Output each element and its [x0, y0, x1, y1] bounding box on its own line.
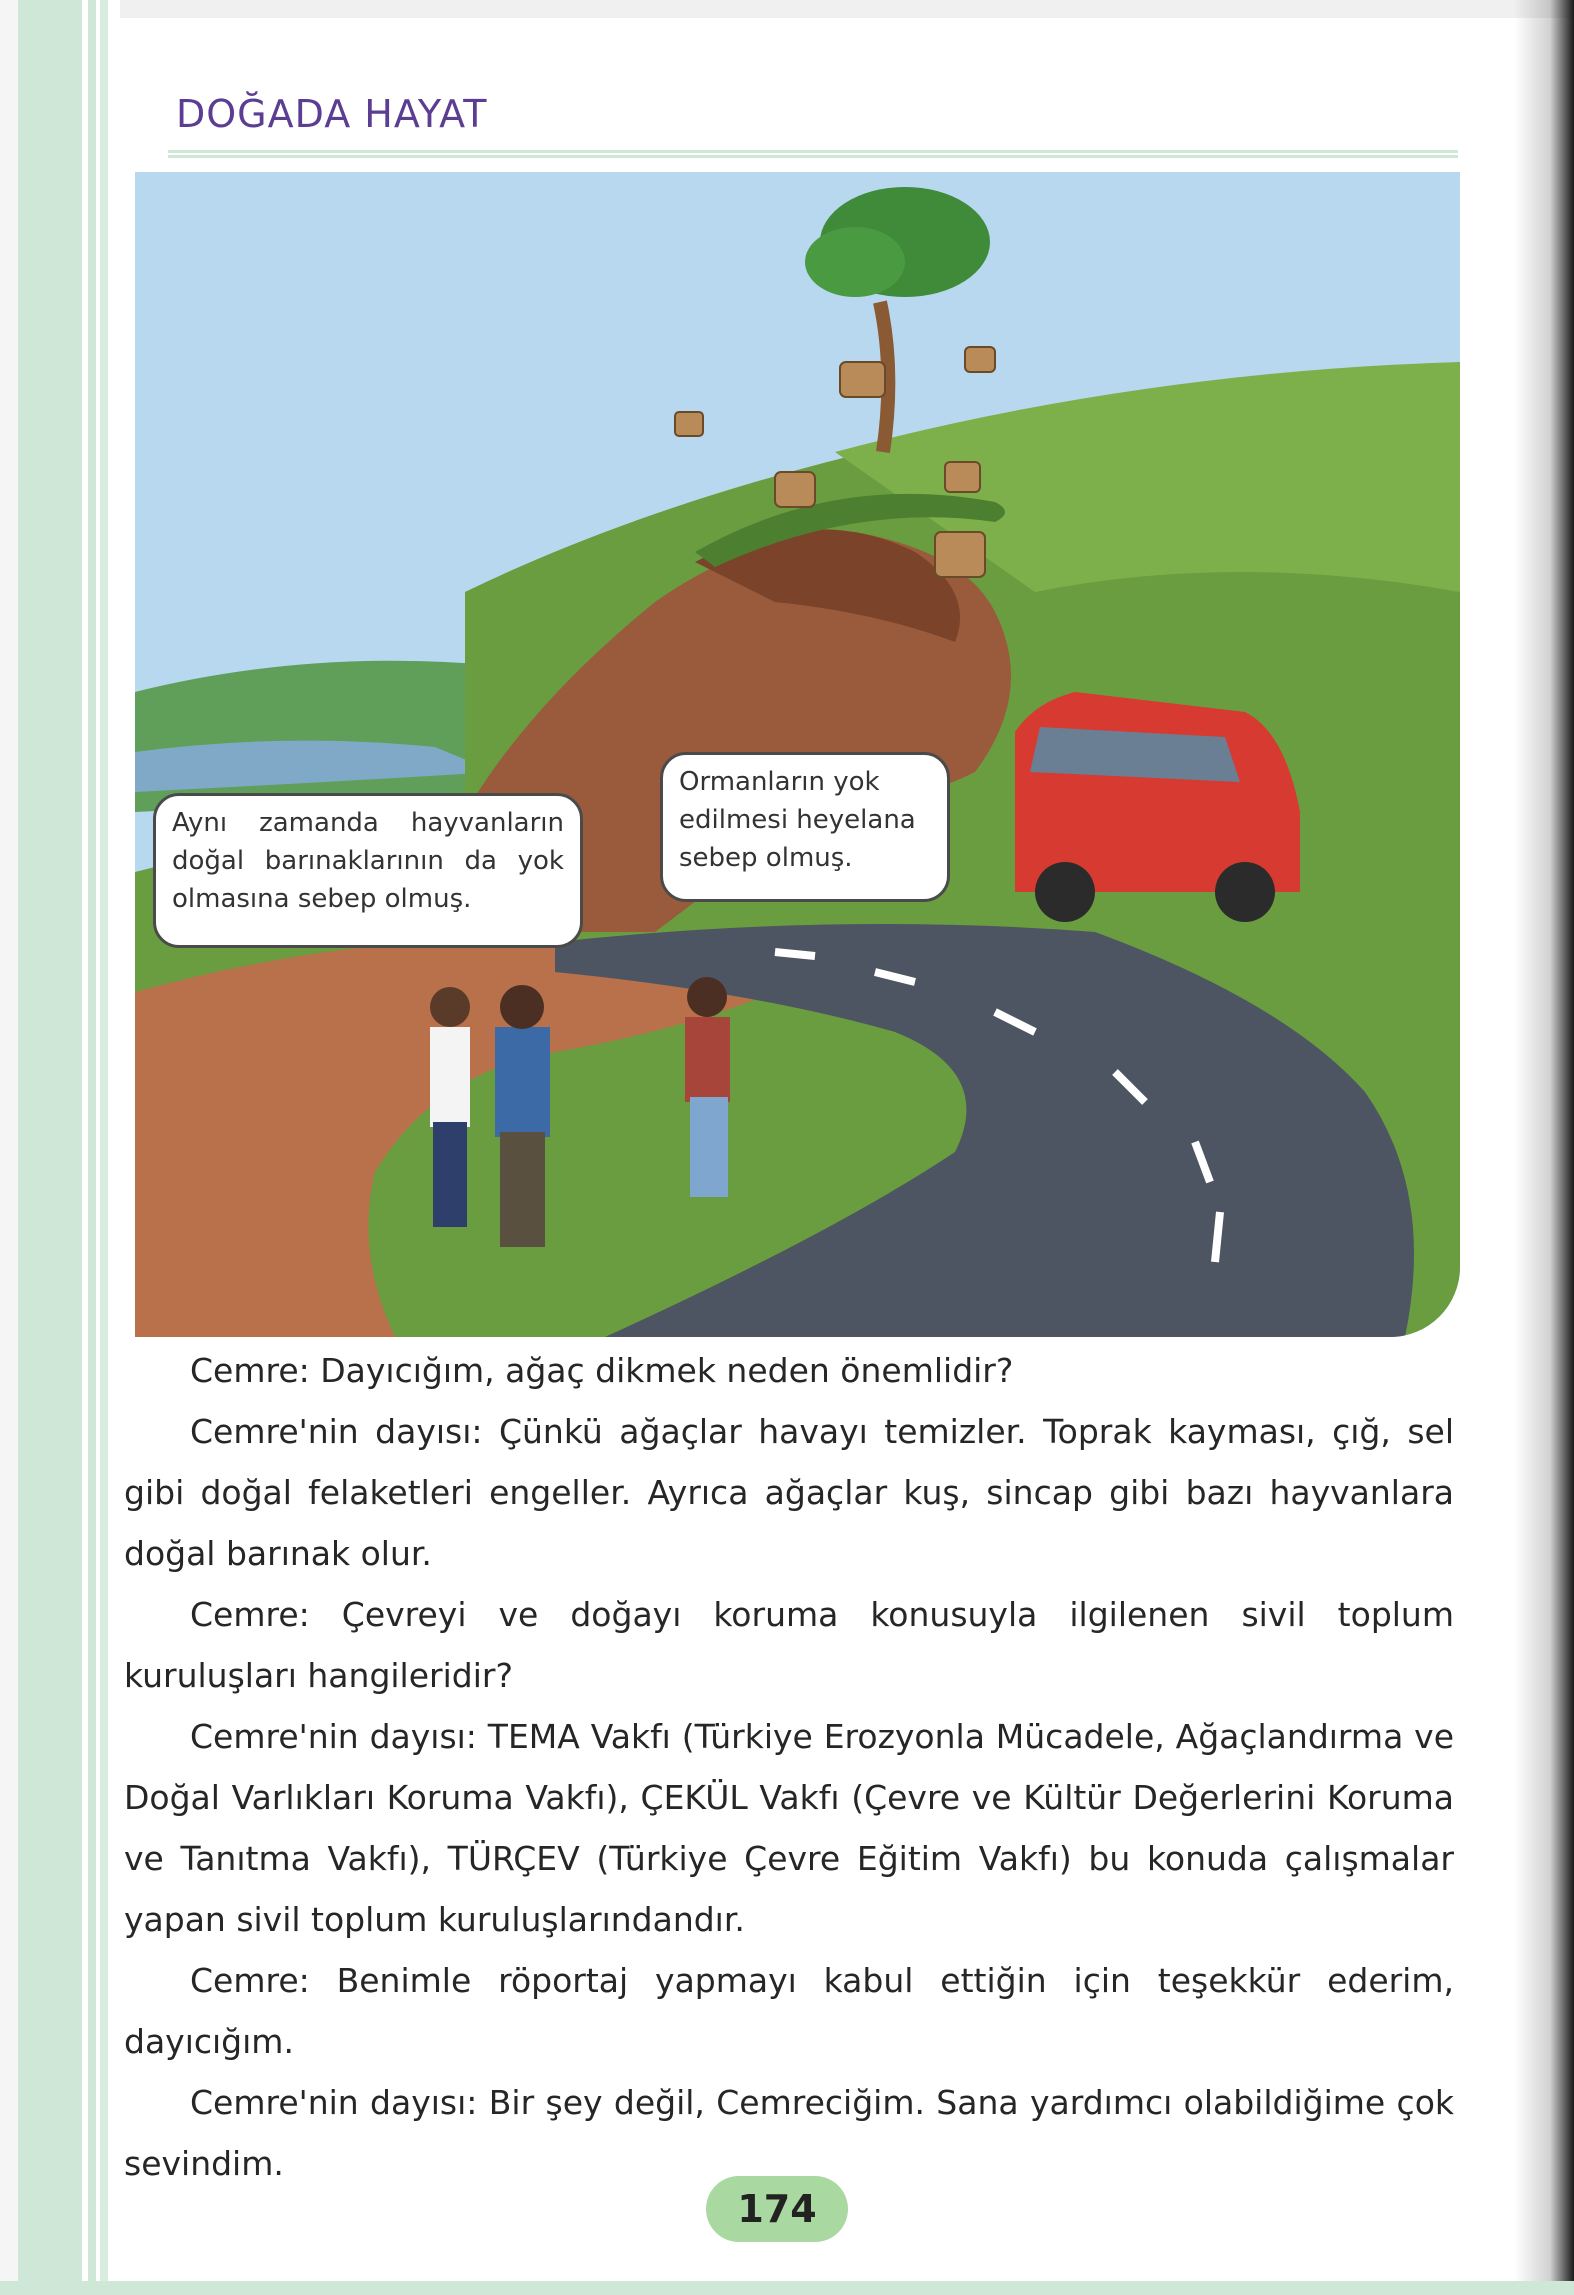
speech-bubble-left: Aynı zamanda hayvanların doğal barınaklarının da yok olmasına sebep olmuş. — [153, 793, 583, 948]
dialogue-line: Cemre: Çevreyi ve doğayı koruma konusuyla ilgilenen sivil toplum kuruluşları hangileridir? — [124, 1595, 1454, 1695]
page-number: 174 — [706, 2176, 848, 2242]
book-spine-shadow — [1514, 0, 1574, 2295]
dialogue-line: Cemre: Benimle röportaj yapmayı kabul ettiğin için teşekkür ederim, dayıcığım. — [124, 1961, 1454, 2061]
red-car — [1015, 692, 1300, 922]
dialogue-line: Cemre'nin dayısı: Bir şey değil, Cemreciğim. Sana yardımcı olabildiğime çok sevindim. — [124, 2083, 1454, 2183]
title-rule — [168, 150, 1458, 158]
left-margin-decoration — [0, 0, 120, 2295]
dialogue-text — [124, 1340, 1454, 2194]
dialogue-line: Cemre'nin dayısı: TEMA Vakfı (Türkiye Erozyonla Mücadele, Ağaçlandırma ve Doğal Varlıkları Koruma Vakfı), ÇEKÜL Vakfı (Çevre ve Kültür Değerlerini Koruma ve Tanıtma Vakfı), TÜRÇEV (Türkiye Çevre Eğitim Vakfı) bu konuda çalışmalar yapan sivil toplum kuruluşlarındandır. — [124, 1717, 1454, 1939]
dialogue-line: Cemre'nin dayısı: Çünkü ağaçlar havayı temizler. Toprak kayması, çığ, sel gibi doğal felaketleri engeller. Ayrıca ağaçlar kuş, sincap gibi bazı hayvanlara doğal barınak olur. — [124, 1412, 1454, 1573]
dialogue-line: Cemre: Dayıcığım, ağaç dikmek neden önemlidir? — [190, 1351, 1014, 1390]
page-top-edge — [0, 0, 1574, 18]
section-title: DOĞADA HAYAT — [176, 92, 488, 136]
page-bottom-edge — [0, 2281, 1574, 2295]
speech-bubble-right: Ormanların yok edilmesi heyelana sebep olmuş. — [660, 752, 950, 902]
